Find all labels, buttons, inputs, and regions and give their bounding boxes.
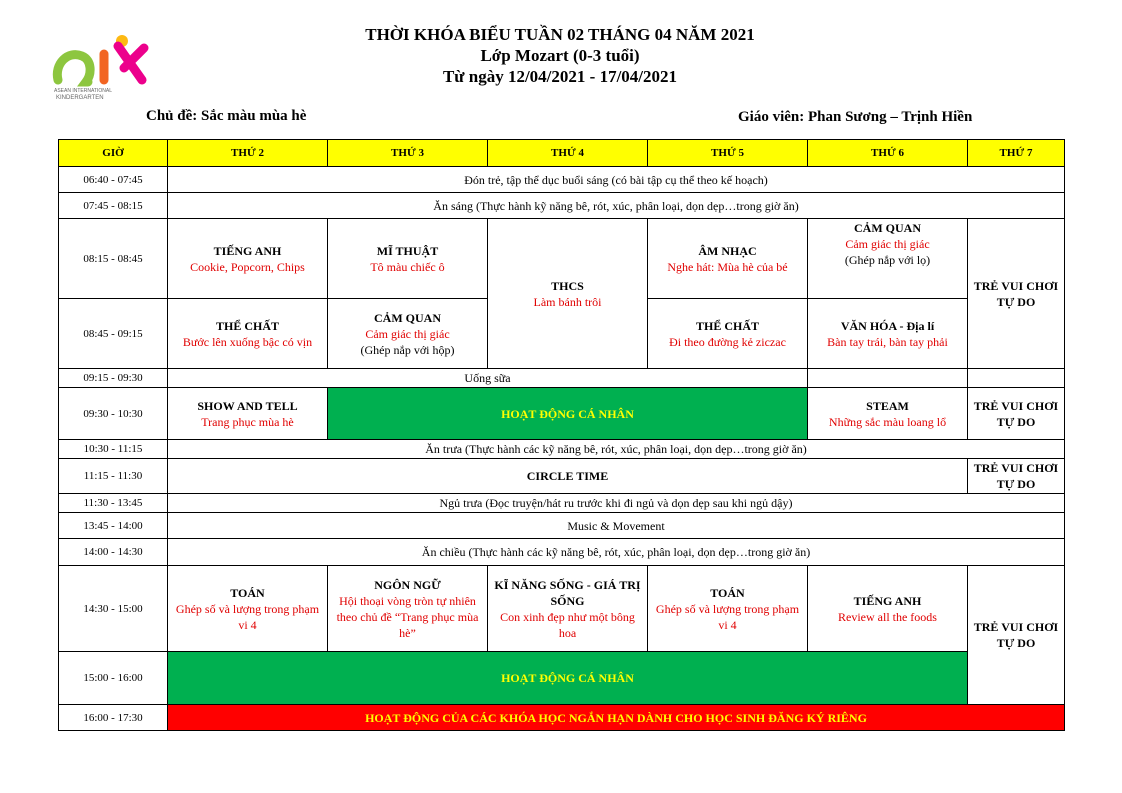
page-header <box>300 24 820 87</box>
col-header-tue: THỨ 3 <box>328 140 488 167</box>
activity-milk: Uống sữa <box>168 369 808 388</box>
lesson-cell <box>648 219 808 299</box>
lesson-title: TOÁN <box>230 585 265 600</box>
time-cell: 09:30 - 10:30 <box>59 388 168 440</box>
col-header-wed: THỨ 4 <box>488 140 648 167</box>
time-cell: 14:30 - 15:00 <box>59 566 168 652</box>
lesson-detail: Bước lên xuống bậc có vịn <box>182 334 313 349</box>
lesson-cell <box>488 566 648 652</box>
lesson-detail: Bàn tay trái, bàn tay phải <box>827 334 948 349</box>
logo-caption-2: KINDERGARTEN <box>56 95 104 101</box>
lesson-cell <box>328 299 488 369</box>
table-row <box>59 388 1065 440</box>
theme-label: Chủ đề: Sắc màu mùa hè <box>146 108 307 124</box>
lesson-note: (Ghép nắp với lọ) <box>844 253 931 267</box>
table-row <box>59 539 1065 566</box>
timetable <box>58 139 1065 731</box>
individual-activity-cell: HOẠT ĐỘNG CÁ NHÂN <box>328 388 808 440</box>
col-header-time: GIỜ <box>59 140 168 167</box>
col-header-fri: THỨ 6 <box>808 140 968 167</box>
lesson-cell <box>168 219 328 299</box>
logo-letter-k <box>118 46 144 80</box>
lesson-title: ÂM NHẠC <box>698 243 757 258</box>
lesson-detail: Review all the foods <box>838 609 937 624</box>
empty-cell <box>808 369 968 388</box>
col-header-mon: THỨ 2 <box>168 140 328 167</box>
table-row <box>59 705 1065 731</box>
lesson-detail: Nghe hát: Mùa hè của bé <box>667 259 788 274</box>
lesson-note: (Ghép nắp với hộp) <box>360 342 455 357</box>
lesson-title: THỂ CHẤT <box>215 318 279 333</box>
lesson-detail: Tô màu chiếc ô <box>370 259 445 274</box>
free-play-cell: TRẺ VUI CHƠI TỰ DO <box>968 459 1065 494</box>
time-cell: 09:15 - 09:30 <box>59 369 168 388</box>
lesson-detail: Con xinh đẹp như một bông hoa <box>500 609 635 640</box>
lesson-title: TIẾNG ANH <box>853 593 922 608</box>
lesson-cell <box>328 219 488 299</box>
activity-circle-time: CIRCLE TIME <box>168 459 968 494</box>
lesson-detail: Hội thoại vòng tròn tự nhiên theo chủ đề “Trang phục mùa hè” <box>336 593 479 640</box>
table-row <box>59 193 1065 219</box>
time-cell: 11:15 - 11:30 <box>59 459 168 494</box>
table-row <box>59 494 1065 513</box>
time-cell: 08:45 - 09:15 <box>59 299 168 369</box>
free-play-cell: TRẺ VUI CHƠI TỰ DO <box>968 388 1065 440</box>
lesson-title: SHOW AND TELL <box>197 398 298 413</box>
short-course-banner: HOẠT ĐỘNG CỦA CÁC KHÓA HỌC NGẮN HẠN DÀNH CHO HỌC SINH ĐĂNG KÝ RIÊNG <box>168 705 1065 731</box>
lesson-detail: Ghép số và lượng trong phạm vi 4 <box>175 601 320 632</box>
lesson-title: THCS <box>551 278 584 293</box>
lesson-title: THỂ CHẤT <box>695 318 759 333</box>
lesson-cell <box>328 566 488 652</box>
lesson-title: NGÔN NGỮ <box>374 577 441 592</box>
table-row <box>59 566 1065 652</box>
date-range: Từ ngày 12/04/2021 - 17/04/2021 <box>442 67 678 86</box>
table-row <box>59 167 1065 193</box>
teacher-label: Giáo viên: Phan Sương – Trịnh Hiền <box>738 109 973 125</box>
lesson-detail: Ghép số và lượng trong phạm vi 4 <box>655 601 800 632</box>
page-title: THỜI KHÓA BIỂU TUẦN 02 THÁNG 04 NĂM 2021 <box>365 25 755 44</box>
lesson-cell <box>808 388 968 440</box>
empty-cell <box>968 369 1065 388</box>
time-cell: 15:00 - 16:00 <box>59 652 168 705</box>
class-name: Lớp Mozart (0-3 tuổi) <box>480 46 640 65</box>
time-cell: 06:40 - 07:45 <box>59 167 168 193</box>
activity-music: Music & Movement <box>168 513 1065 539</box>
free-play-cell: TRẺ VUI CHƠI TỰ DO <box>968 566 1065 705</box>
lesson-title: STEAM <box>866 398 909 413</box>
header-row <box>59 140 1065 167</box>
time-cell: 10:30 - 11:15 <box>59 440 168 459</box>
activity-lunch: Ăn trưa (Thực hành các kỹ năng bê, rót, xúc, phân loại, dọn dẹp…trong giờ ăn) <box>168 440 1065 459</box>
table-row <box>59 652 1065 705</box>
time-cell: 14:00 - 14:30 <box>59 539 168 566</box>
logo-graphic <box>52 34 152 104</box>
logo-letter-a <box>57 55 90 82</box>
individual-activity-cell: HOẠT ĐỘNG CÁ NHÂN <box>168 652 968 705</box>
lesson-detail: Cảm giác thị giác <box>845 237 930 251</box>
lesson-title: KĨ NĂNG SỐNG - GIÁ TRỊ SỐNG <box>494 577 641 608</box>
lesson-cell <box>168 299 328 369</box>
lesson-title: VĂN HÓA - Địa lí <box>840 318 935 333</box>
lesson-title: MĨ THUẬT <box>376 243 439 258</box>
lesson-detail: Cookie, Popcorn, Chips <box>190 259 305 274</box>
lesson-title: TOÁN <box>710 585 745 600</box>
lesson-detail: Những sắc màu loang lổ <box>828 414 947 429</box>
table-row <box>59 219 1065 299</box>
time-cell: 11:30 - 13:45 <box>59 494 168 513</box>
table-row <box>59 513 1065 539</box>
lesson-detail: Cảm giác thị giác <box>365 326 450 341</box>
time-cell: 08:15 - 08:45 <box>59 219 168 299</box>
lesson-cell <box>168 388 328 440</box>
table-row <box>59 440 1065 459</box>
logo-caption-1: ASEAN INTERNATIONAL <box>54 88 112 94</box>
activity-nap: Ngủ trưa (Đọc truyện/hát ru trước khi đi ngủ và dọn dẹp sau khi ngủ dậy) <box>168 494 1065 513</box>
lesson-title: TIẾNG ANH <box>213 243 282 258</box>
activity-snack: Ăn chiều (Thực hành các kỹ năng bê, rót, xúc, phân loại, dọn dẹp…trong giờ ăn) <box>168 539 1065 566</box>
lesson-cell <box>808 566 968 652</box>
col-header-sat: THỨ 7 <box>968 140 1065 167</box>
lesson-cell <box>648 566 808 652</box>
lesson-cell <box>488 219 648 369</box>
time-cell: 16:00 - 17:30 <box>59 705 168 731</box>
table-row <box>59 459 1065 494</box>
lesson-cell <box>648 299 808 369</box>
lesson-title: CẢM QUAN <box>374 310 441 325</box>
lesson-detail: Trang phục mùa hè <box>201 414 294 429</box>
activity-breakfast: Ăn sáng (Thực hành kỹ năng bê, rót, xúc, phân loại, dọn dẹp…trong giờ ăn) <box>168 193 1065 219</box>
lesson-cell <box>168 566 328 652</box>
table-row <box>59 369 1065 388</box>
lesson-title: CẢM QUAN <box>854 221 921 235</box>
free-play-cell: TRẺ VUI CHƠI TỰ DO <box>968 219 1065 369</box>
col-header-thu: THỨ 5 <box>648 140 808 167</box>
activity-arrival: Đón trẻ, tập thể dục buổi sáng (có bài tập cụ thể theo kế hoạch) <box>168 167 1065 193</box>
lesson-detail: Làm bánh trôi <box>533 294 602 309</box>
time-cell: 07:45 - 08:15 <box>59 193 168 219</box>
time-cell: 13:45 - 14:00 <box>59 513 168 539</box>
lesson-cell <box>808 219 968 299</box>
school-logo <box>52 34 152 104</box>
lesson-cell <box>808 299 968 369</box>
lesson-detail: Đi theo đường kẻ ziczac <box>669 334 786 349</box>
